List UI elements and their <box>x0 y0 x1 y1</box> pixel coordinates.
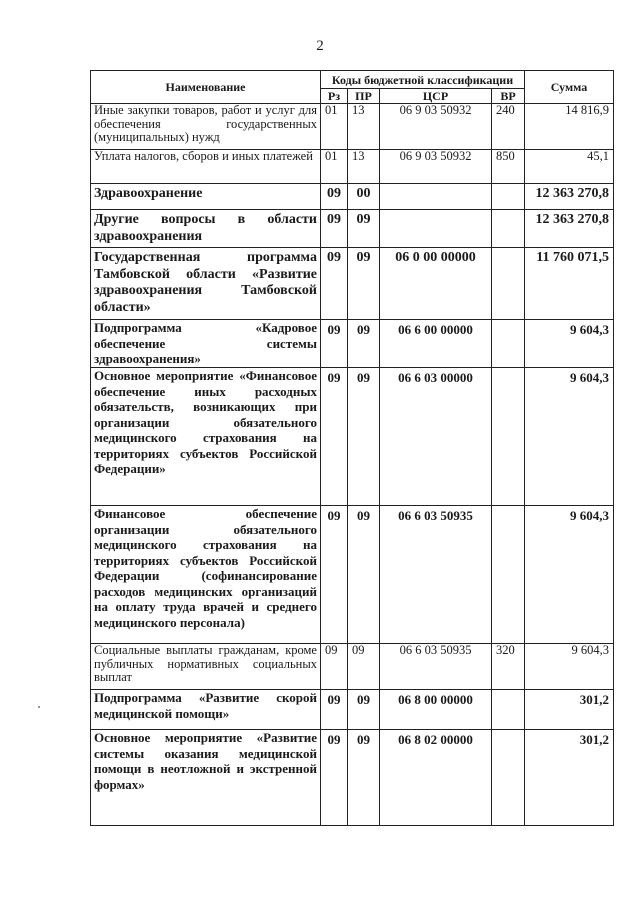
row-vr: 850 <box>492 150 525 184</box>
header-csr: ЦСР <box>380 89 492 104</box>
header-rz: Рз <box>321 89 348 104</box>
row-pr: 09 <box>348 690 380 730</box>
row-rz: 09 <box>321 644 348 690</box>
row-rz: 09 <box>321 210 348 248</box>
row-vr: 240 <box>492 104 525 150</box>
scan-dot <box>38 706 40 708</box>
header-name: Наименование <box>91 71 321 104</box>
row-csr: 06 6 03 50935 <box>380 644 492 690</box>
table-row <box>91 248 614 320</box>
page-number: 2 <box>316 38 324 54</box>
row-rz: 09 <box>321 506 348 644</box>
row-pr: 13 <box>348 104 380 150</box>
row-sum: 301,2 <box>525 730 614 826</box>
row-name: Иные закупки товаров, работ и услуг для обеспечения государственных (муниципальных) нужд <box>91 104 321 150</box>
row-csr <box>380 210 492 248</box>
row-pr: 09 <box>348 320 380 368</box>
row-rz: 09 <box>321 320 348 368</box>
row-csr: 06 8 02 00000 <box>380 730 492 826</box>
row-vr <box>492 320 525 368</box>
row-vr <box>492 690 525 730</box>
row-vr <box>492 210 525 248</box>
table-row <box>91 150 614 184</box>
row-pr: 09 <box>348 644 380 690</box>
row-csr: 06 9 03 50932 <box>380 104 492 150</box>
header-sum: Сумма <box>525 71 614 104</box>
table-row <box>91 368 614 506</box>
row-name: Государственная программа Тамбовской области «Развитие здравоохранения Тамбовской области» <box>91 248 321 320</box>
table-row <box>91 690 614 730</box>
row-name: Подпрограмма «Развитие скорой медицинской помощи» <box>91 690 321 730</box>
row-sum: 45,1 <box>525 150 614 184</box>
row-vr <box>492 506 525 644</box>
table-row <box>91 320 614 368</box>
table-row <box>91 506 614 644</box>
row-vr <box>492 184 525 210</box>
row-vr <box>492 248 525 320</box>
row-pr: 09 <box>348 506 380 644</box>
row-sum: 301,2 <box>525 690 614 730</box>
row-name: Основное мероприятие «Развитие системы оказания медицинской помощи в неотложной и экстренной формах» <box>91 730 321 826</box>
table-row <box>91 104 614 150</box>
row-csr: 06 8 00 00000 <box>380 690 492 730</box>
header-pr: ПР <box>348 89 380 104</box>
row-rz: 01 <box>321 150 348 184</box>
row-sum: 12 363 270,8 <box>525 210 614 248</box>
row-sum: 9 604,3 <box>525 368 614 506</box>
row-rz: 09 <box>321 730 348 826</box>
row-pr: 09 <box>348 210 380 248</box>
row-csr: 06 9 03 50932 <box>380 150 492 184</box>
row-pr: 09 <box>348 248 380 320</box>
row-sum: 14 816,9 <box>525 104 614 150</box>
table-row <box>91 730 614 826</box>
row-csr: 06 6 03 00000 <box>380 368 492 506</box>
row-name: Социальные выплаты гражданам, кроме публичных нормативных социальных выплат <box>91 644 321 690</box>
row-pr: 13 <box>348 150 380 184</box>
row-csr: 06 6 03 50935 <box>380 506 492 644</box>
row-rz: 09 <box>321 248 348 320</box>
row-rz: 09 <box>321 184 348 210</box>
row-csr: 06 6 00 00000 <box>380 320 492 368</box>
table-header-row <box>91 71 614 89</box>
row-name: Подпрограмма «Кадровое обеспечение системы здравоохранения» <box>91 320 321 368</box>
budget-table <box>90 70 614 826</box>
table-row <box>91 644 614 690</box>
table-row <box>91 184 614 210</box>
row-pr: 09 <box>348 368 380 506</box>
row-csr: 06 0 00 00000 <box>380 248 492 320</box>
row-sum: 12 363 270,8 <box>525 184 614 210</box>
row-pr: 00 <box>348 184 380 210</box>
table-row <box>91 210 614 248</box>
header-codes: Коды бюджетной классификации <box>321 71 525 89</box>
row-csr <box>380 184 492 210</box>
row-pr: 09 <box>348 730 380 826</box>
row-vr <box>492 730 525 826</box>
row-vr: 320 <box>492 644 525 690</box>
row-sum: 9 604,3 <box>525 320 614 368</box>
row-rz: 09 <box>321 368 348 506</box>
row-name: Другие вопросы в области здравоохранения <box>91 210 321 248</box>
row-sum: 11 760 071,5 <box>525 248 614 320</box>
row-name: Основное мероприятие «Финансовое обеспечение иных расходных обязательств, возникающих при организации обязательного медицинского страхования на территориях субъектов Российской Федерации» <box>91 368 321 506</box>
header-vr: ВР <box>492 89 525 104</box>
row-rz: 09 <box>321 690 348 730</box>
row-name: Уплата налогов, сборов и иных платежей <box>91 150 321 184</box>
row-name: Здравоохранение <box>91 184 321 210</box>
row-name: Финансовое обеспечение организации обязательного медицинского страхования на территориях субъектов Российской Федерации (софинансирование расходов медицинских организаций на оплату труда врачей и среднего медицинского персонала) <box>91 506 321 644</box>
row-rz: 01 <box>321 104 348 150</box>
row-sum: 9 604,3 <box>525 644 614 690</box>
row-sum: 9 604,3 <box>525 506 614 644</box>
row-vr <box>492 368 525 506</box>
